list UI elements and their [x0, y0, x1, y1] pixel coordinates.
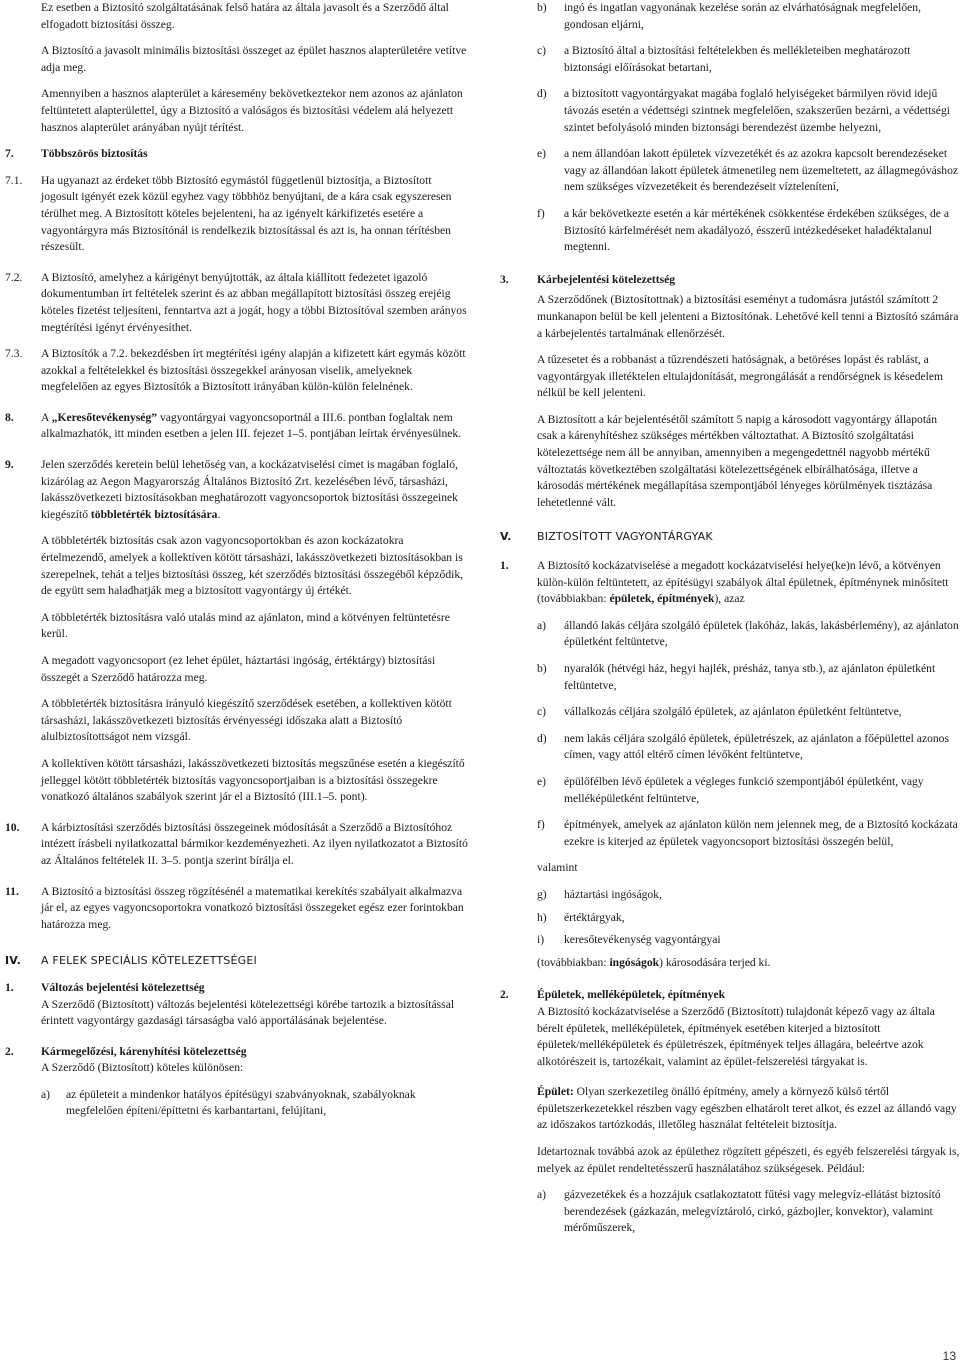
list-letter: e) [537, 147, 547, 161]
text-run: ), azaz [714, 592, 745, 606]
paragraph: A kollektíven kötött társasházi, lakásszövetkezeti biztosítás megszűnése esetén a kiegészítő jelleggel kötött többletérték biztosítás vagyoncsoportjaiban is a biztosítási összegekre vonatkozó általános szabályok szerint jár el a Biztosító (III.1–5. pont). [41, 756, 465, 804]
list-item [500, 731, 960, 764]
list-text: értéktárgyak, [564, 910, 625, 924]
paragraph: A többletérték biztosításra való utalás mind az ajánlaton, mind a kötvényen feltüntetésre kerül. [41, 610, 450, 641]
section-8 [0, 410, 468, 443]
page-number: 13 [942, 1349, 956, 1363]
list-letter: a) [537, 1188, 547, 1202]
section-title: Változás bejelentési kötelezettség [41, 980, 205, 994]
section-text: A kárbiztosítási szerződés biztosítási összegeinek módosítását a Szerződő a Biztosítóhoz intézett írásbeli nyilatkozattal bármikor kezdeményezheti. Az ilyen nyilatkozatot a Biztosító az Általános feltételek II. 3–5. pontja szerint bírálja el. [41, 820, 468, 867]
list-text: a nem állandóan lakott épületek vízvezetékét és az azokra kapcsolt berendezéseket vagy az állandóan lakott épületek átmenetileg nem üzemeltetett, az állagmegóváshoz nem szükséges vízvezetékeit és berendezéseit víztelenítení, [564, 147, 959, 194]
text-run: (továbbiakban: [537, 955, 610, 969]
list-text: a biztosított vagyontárgyakat magába foglaló helyiségeket bármilyen rövid idejű távozás esetén a védettségi szintnek megfelelően, szakszerűen bezárni, a védettségi szintet befolyásoló minden biztonsági berendezést üzembe helyezni, [564, 87, 950, 134]
section-title: Épületek, melléképületek, építmények [537, 988, 726, 1002]
section-10 [0, 820, 468, 870]
section-text [41, 457, 468, 523]
section-text [41, 410, 468, 443]
list-item [500, 932, 960, 949]
bold-term: ingóságok [609, 955, 660, 969]
left-column [0, 0, 468, 1128]
list-text: nem lakás céljára szolgáló épületek, épületrészek, az ajánlaton a főépülettel azonos címen, vagy attól eltérő címen lévőként feltüntetve, [564, 731, 949, 762]
list-text: nyaralók (hétvégi ház, hegyi hajlék, présház, tanya stb.), az ajánlaton épületként feltüntetve, [564, 662, 936, 692]
section-9 [0, 457, 468, 806]
list-letter: b) [537, 1, 547, 14]
list-letter: d) [537, 731, 547, 745]
list-text: ingó és ingatlan vagyonának kezelése során az elvárhatóságnak megfelelően, gondosan eljárni, [564, 1, 922, 31]
clause-7-3 [0, 346, 468, 396]
list-letter: i) [537, 933, 545, 947]
paragraph: A Szerződőnek (Biztosítottnak) a biztosítási eseményt a tudomásra jutástól számított 2 munkanapon belül be kell jelenteni a Biztosítónak. Lehetővé kell tenni a Biztosító számára a kárbejelentés tartalmának ellenőrzését. [537, 293, 959, 340]
intro-paragraph: Ez esetben a Biztosító szolgáltatásának felső határa az általa javasolt és a Szerződő által elfogadott biztosítási összeg. [41, 1, 449, 31]
intro-paragraph: A Biztosító a javasolt minimális biztosítási összeget az épület hasznos alapterületére vetítve adja meg. [41, 44, 467, 74]
list-letter: a) [41, 1087, 51, 1101]
chapter-number: IV. [5, 954, 21, 968]
chapter-V-heading [500, 529, 960, 546]
paragraph: A tűzesetet és a robbanást a tűzrendészeti hatóságnak, a betöréses lopást és rablást, a vagyontárgyak illetéktelen eltulajdonítását, megrongálását a rendőrségnek is késedelem nélkül be kell jelenteni. [537, 353, 944, 400]
list-letter: c) [537, 44, 547, 58]
list-item [500, 704, 960, 721]
list-letter: f) [537, 818, 545, 832]
clause-number: 7.2. [5, 270, 23, 284]
definition [537, 1084, 960, 1134]
list-item [500, 887, 960, 904]
list-item [500, 661, 960, 694]
section-7-heading [0, 146, 468, 163]
list-text: épülőfélben lévő épületek a végleges funkció szempontjából épületként, vagy melléképületként feltüntetve, [564, 774, 924, 805]
list-item [500, 86, 960, 136]
list-letter: e) [537, 774, 547, 788]
section-3 [500, 272, 960, 512]
list-item [500, 1187, 960, 1237]
section-number: 7. [5, 147, 14, 161]
text-run: Jelen szerződés keretein belül lehetőség van, a kockázatviselési címet is magában foglaló, kizárólag az Aegon Magyarország Általános Biztosító Zrt. kezelésében lévő, társasházi, lakásszövetkezeti biztosításokban meghatározott vagyoncsoportok biztosítási összegeinek kiegészítő [41, 458, 458, 521]
section-v-2 [500, 987, 960, 1177]
bold-term: épületek, építmények [609, 592, 715, 606]
list-letter: b) [537, 662, 547, 675]
bold-term: többletérték biztosítására [90, 507, 218, 521]
section-text: A Szerződő (Biztosított) köteles különösen: [41, 1061, 244, 1075]
paragraph: Idetartoznak továbbá azok az épülethez rögzített gépészeti, és egyéb felszerelési tárgyak is, melyek az épület rendeltetésszerű használatához szükségesek. Például: [537, 1145, 960, 1175]
section-number: 8. [5, 410, 14, 424]
section-number: 10. [5, 820, 20, 834]
section-title: Kárbejelentési kötelezettség [537, 272, 676, 286]
clause-text: Ha ugyanazt az érdeket több Biztosító egymástól függetlenül biztosítja, a Biztosított jogosult igényét ezek közül egyhez vagy többhöz benyújtani, de a kára csak egyszeresen térülhet meg. A Biztosított köteles bejelenteni, ha az igényelt kárkifizetés esetére a vagyontárgyra más Biztosítónál is rendelkezik biztosítással és azt is, ha onnan térítésben részesült. [41, 173, 452, 254]
list-letter: h) [537, 910, 547, 924]
list-item [500, 910, 960, 927]
chapter-number: V. [500, 530, 512, 544]
section-text: A Biztosító a biztosítási összeg rögzítésénél a matematikai kerekítés szabályait alkalmazva jár el, az egyes vagyoncsoportokra vonatkozó biztosítási összegeket egész ezer forintokban határozza meg. [41, 884, 464, 931]
paragraph: A megadott vagyoncsoport (ez lehet épület, háztartási ingóság, értéktárgy) biztosítási összegét a Szerződő határozza meg. [41, 654, 436, 684]
connector-text: valamint [537, 861, 578, 875]
list-text: építmények, amelyek az ajánlaton külön nem jelennek meg, de a Biztosító kockázata ezekre is kiterjed az épületek vagyoncsoport biztosítási összegén belül, [564, 818, 958, 848]
list-letter: g) [537, 887, 547, 901]
section-number: 1. [500, 559, 509, 573]
list-text: a Biztosító által a biztosítási feltételekben és mellékleteiben meghatározott biztonsági előírásokat betartani, [564, 44, 911, 74]
text-run: A [41, 410, 52, 424]
chapter-title: BIZTOSÍTOTT VAGYONTÁRGYAK [537, 530, 713, 544]
list-letter: c) [537, 705, 547, 719]
list-item [500, 817, 960, 850]
chapter-IV-heading [0, 953, 468, 970]
list-item [500, 206, 960, 256]
section-number: 2. [5, 1044, 14, 1058]
clause-number: 7.3. [5, 347, 23, 361]
paragraph: A Biztosító kockázatviselése a Szerződő (Biztosított) tulajdonát képező vagy az általa bérelt épületek, melléképületek, építmények esetében kiterjed a biztosított épületek/melléképületek és épületrészek, építmények teljes állagára, beleértve azok alkotórészeit is, tartozékait, valamint az épület-felszerelési tárgyakat is. [537, 1004, 935, 1068]
section-iv-1 [0, 980, 468, 1030]
section-v-1 [500, 558, 960, 608]
list-text: gázvezetékek és a hozzájuk csatlakoztatott fűtési vagy melegvíz-ellátást biztosító berendezések (gázkazán, melegvíztároló, cirkó, gázbojler, konvektor), valamint mérőműszerek, [564, 1188, 941, 1235]
list-item [500, 146, 960, 196]
text-run: Olyan szerkezetileg önálló építmény, amely a környező külső tértől épületszerkezetekkel részben vagy egészben elhatárolt teret alkot, és ezzel az állandó vagy az időszakos tartózkodás, illetőleg használat feltételeit biztosítja. [537, 1085, 957, 1132]
section-number: 3. [500, 272, 509, 286]
list-item [500, 618, 960, 651]
section-number: 11. [5, 884, 19, 898]
list-item [500, 774, 960, 807]
section-number: 9. [5, 458, 14, 472]
list-text: állandó lakás céljára szolgáló épületek (lakóház, lakás, lakásbérlemény), az ajánlaton épületként feltüntetve, [564, 618, 959, 649]
section-number: 1. [5, 980, 14, 994]
paragraph: A Biztosított a kár bejelentésétől számított 5 napig a károsodott vagyontárgy állapotán csak a kárenyhítéshez szükséges mértékben változtathat. A Biztosító szolgáltatási kötelezettsége nem áll be annyiban, amennyiben a megengedettnél nagyobb mértékű változtatás következtében szolgáltatási kötelezettségének elbírálhatósága, illetve a károsodás mértékének megállapítása szempontjából lényeges körülmények tisztázása lehetetlenné vált. [537, 412, 937, 509]
section-text: A Szerződő (Biztosított) változás bejelentési kötelezettségi körébe tartozik a biztosítással érintett vagyontárgy gazdasági társaságba való apportálásának bejelentése. [41, 997, 455, 1028]
list-item [500, 0, 960, 33]
list-letter: f) [537, 206, 545, 220]
list-text: az épületeit a mindenkor hatályos építésügyi szabványoknak, szabályoknak megfelelően építeni/építtetni és karbantartani, felújítani, [66, 1087, 416, 1118]
text-run: A Biztosító kockázatviselése a megadott kockázatviselési helye(ke)n lévő, a kötvényen külön-külön feltüntetett, az építésügyi szabályok által épületnek, építménynek minősített (továbbiakban: [537, 559, 949, 606]
list-text: keresőtevékenység vagyontárgyai [564, 933, 721, 947]
list-letter: a) [537, 618, 547, 632]
clause-text: A Biztosítók a 7.2. bekezdésben írt megtérítési igény alapján a kifizetett kárt egymás között azokkal a feltételekkel és biztosítási összegekkel arányosan viselik, amelyeknek megfelelően az egyes Biztosítók a Biztosított irányában külön-külön felelnének. [41, 347, 466, 394]
section-title: Többszörös biztosítás [41, 147, 148, 161]
list-item [500, 43, 960, 76]
list-letter: d) [537, 87, 547, 101]
section-number: 2. [500, 988, 509, 1002]
intro-block [0, 0, 468, 136]
section-title: Kármegelőzési, kárenyhítési kötelezettség [41, 1044, 247, 1058]
clause-7-2 [0, 270, 468, 336]
section-iv-2 [0, 1044, 468, 1077]
chapter-title: A FELEK SPECIÁLIS KÖTELEZETTSÉGEI [41, 954, 257, 968]
right-column [500, 0, 960, 1247]
text-run: . [217, 507, 221, 521]
paragraph: A többletérték biztosításra irányuló kiegészítő szerződések esetében, a kollektíven kötött társasházi, lakásszövetkezeti biztosítás érvényességi időszaka alatt a Biztosító alulbiztosítottságot nem vizsgál. [41, 697, 452, 744]
list-text: vállalkozás céljára szolgáló épületek, az ajánlaton épületként feltüntetve, [564, 705, 902, 719]
section-11 [0, 884, 468, 934]
section-text [537, 558, 960, 608]
list-text: háztartási ingóságok, [564, 887, 662, 901]
list-text: a kár bekövetkezte esetén a kár mértékének csökkentése érdekében szükséges, de a Biztosító kárfelmérését nem akadályozó, ésszerű intézkedéseket haladéktalanul megtenni. [564, 206, 949, 254]
intro-paragraph: Amennyiben a hasznos alapterület a káresemény bekövetkeztekor nem azonos az ajánlaton feltüntetett alapterülettel, úgy a Biztosító a valóságos és biztosítási védelem alá helyezett hasznos alapterület arányában nyújt térítést. [41, 87, 463, 134]
paragraph: A többletérték biztosítás csak azon vagyoncsoportokban és azon kockázatokra értelmezendő, amelyek a kollektíven kötött társasházi, lakásszövetkezeti biztosításokban is szerepelnek, tehát a teljes biztosítási összeg, két szerződés biztosítási összegéből képződik, de együtt sem haladhatják meg a biztosított vagyontárgy új értékét. [41, 534, 464, 598]
text-run: vagyontárgyai vagyoncsoportnál a III.6. pontban foglaltak nem alkalmazhatók, itt minden esetben a jelen III. fejezet 1–5. pontjában leírtak érvényesülnek. [41, 410, 462, 441]
clause-text: A Biztosító, amelyhez a kárigényt benyújtották, az általa kiállított fedezetet igazoló dokumentumban írt feltételek szerint és az abban megállapított biztosítási összeg erejéig köteles fizetést teljesíteni, fenntartva azt a jogát, hogy a többi Biztosítóval szemben arányos megtérítési igényt érvényesíthet. [41, 270, 467, 334]
closing-text [500, 955, 960, 972]
clause-7-1 [0, 173, 468, 256]
bold-term: Épület: [537, 1085, 574, 1099]
list-item [0, 1087, 468, 1120]
bold-term: „Keresőtevékenység” [51, 410, 158, 424]
clause-number: 7.1. [5, 173, 23, 187]
text-run: ) károsodására terjed ki. [659, 955, 771, 969]
